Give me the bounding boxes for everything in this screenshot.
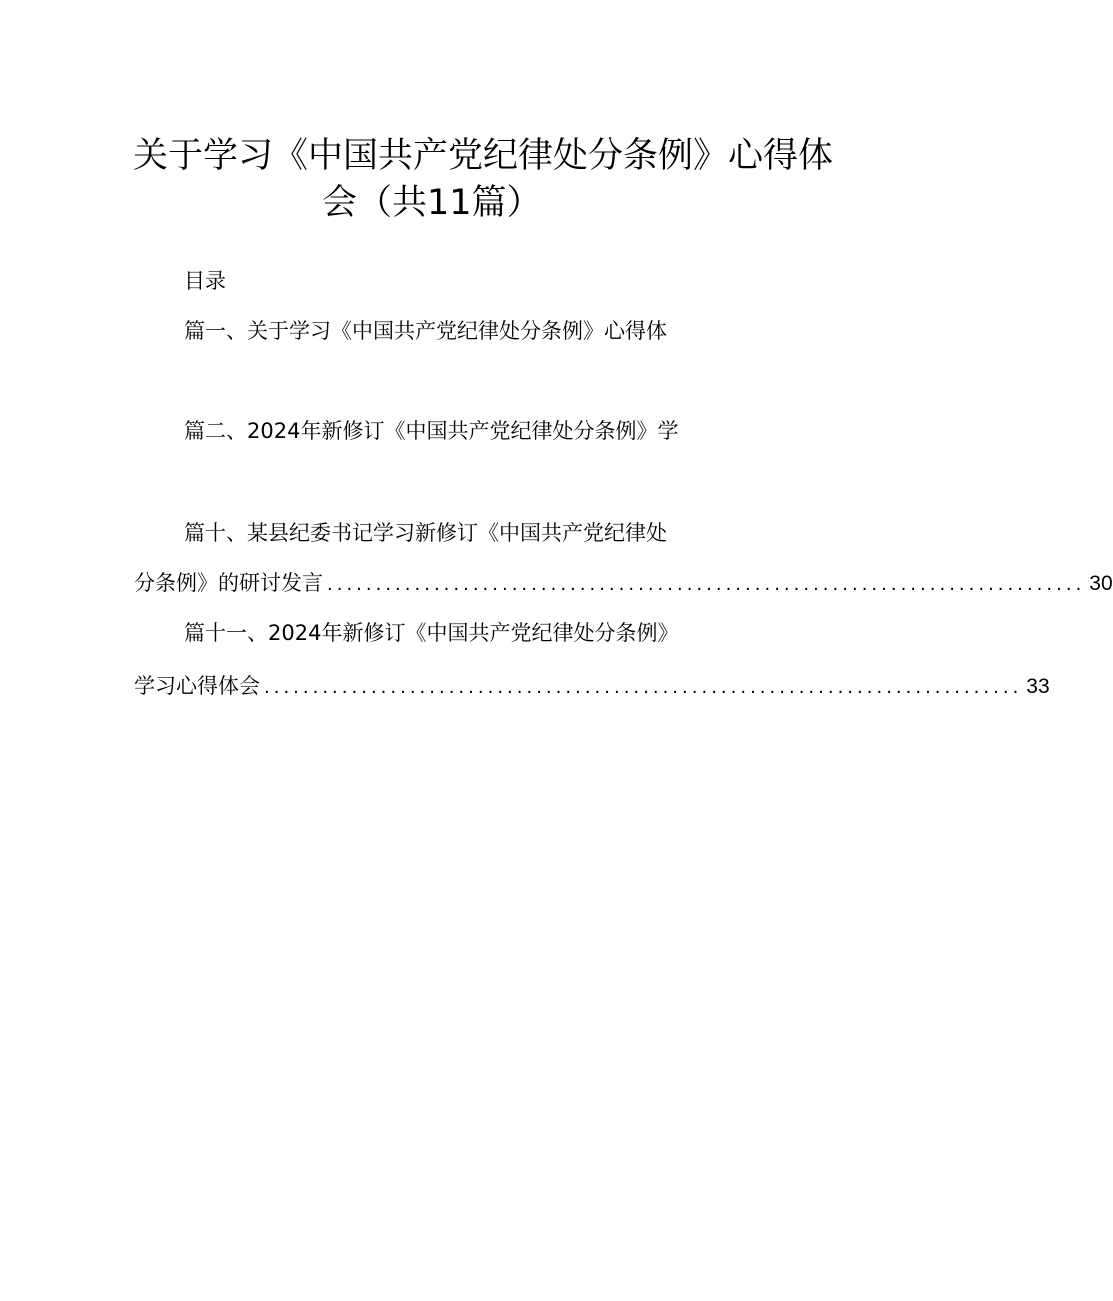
toc-leader-dots: .............................................................................. [327,574,1086,595]
toc-entry-2[interactable]: 篇二、2024年新修订《中国共产党纪律处分条例》学 [184,419,679,443]
document-title-line-2: 会（共11篇） [322,183,542,223]
toc-entry-11-page-number: 33 [1026,675,1050,698]
toc-entry-11-line-2[interactable] [134,673,1050,701]
toc-entry-10-line-1[interactable]: 篇十、某县纪委书记学习新修订《中国共产党纪律处 [184,521,667,545]
toc-entry-10-text: 分条例》的研讨发言 [134,571,323,595]
toc-leader-dots: .............................................................................. [264,677,1023,698]
toc-entry-11-line-1[interactable]: 篇十一、2024年新修订《中国共产党纪律处分条例》 [184,621,679,645]
toc-heading: 目录 [184,269,226,293]
toc-entry-10-page-number: 30 [1089,572,1113,595]
document-title-line-1: 关于学习《中国共产党纪律处分条例》心得体 [133,136,834,176]
toc-entry-1[interactable]: 篇一、关于学习《中国共产党纪律处分条例》心得体 [184,319,667,343]
toc-entry-11-text: 学习心得体会 [134,674,260,698]
toc-entry-10-line-2[interactable] [134,570,1113,598]
